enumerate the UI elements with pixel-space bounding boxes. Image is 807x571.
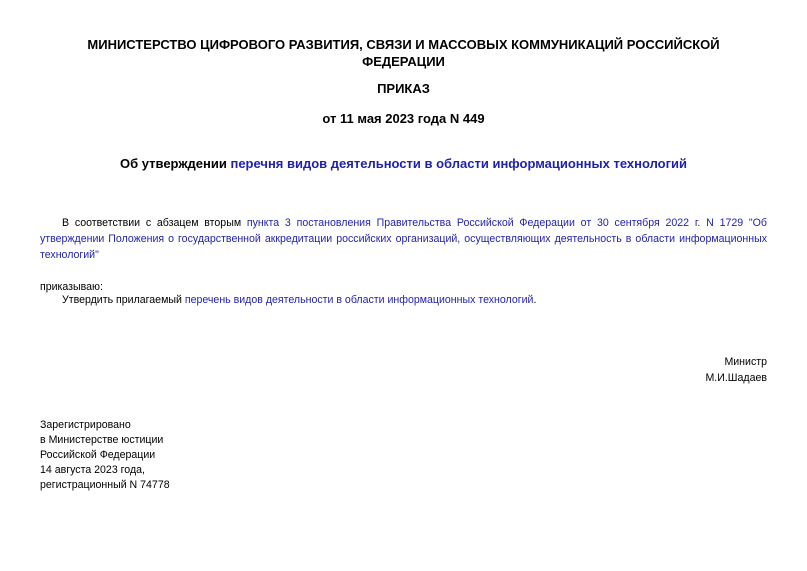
basis-link[interactable]: пункта 3 постановления Правительства Российской Федерации от 30 сентября 2022 г. N 1729 "Об утверждении Положения о государственной аккредитации российских организаций, осуществляющих деятельность в области информационных технологий": [40, 217, 767, 261]
document-title: [0, 155, 807, 172]
document-type: ПРИКАЗ: [377, 81, 430, 96]
title-prefix: Об утверждении: [119, 156, 231, 171]
registration-line: в Министерстве юстиции: [40, 434, 164, 446]
signatory-position: Министр: [724, 356, 767, 368]
paragraph-basis: [40, 215, 767, 263]
ministry-name: МИНИСТЕРСТВО ЦИФРОВОГО РАЗВИТИЯ, СВЯЗИ И МАССОВЫХ КОММУНИКАЦИЙ РОССИЙСКОЙ ФЕДЕРАЦИИ: [87, 37, 720, 69]
registration-line: регистрационный N 74778: [40, 479, 170, 491]
document-date-number: от 11 мая 2023 года N 449: [322, 111, 485, 126]
approve-suffix: .: [533, 294, 537, 306]
paragraph-order: приказываю:: [40, 281, 103, 293]
registration-line: 14 августа 2023 года,: [40, 464, 145, 476]
title-link[interactable]: перечня видов деятельности в области информационных технологий: [230, 156, 688, 171]
approve-prefix: Утвердить прилагаемый: [62, 294, 185, 306]
approve-link[interactable]: перечень видов деятельности в области информационных технологий: [184, 294, 534, 306]
registration-line: Зарегистрировано: [40, 419, 131, 431]
registration-line: Российской Федерации: [40, 449, 156, 461]
signatory-name: М.И.Шадаев: [705, 372, 767, 384]
paragraph-approve: [40, 292, 767, 308]
basis-prefix: В соответствии с абзацем вторым: [62, 217, 247, 229]
